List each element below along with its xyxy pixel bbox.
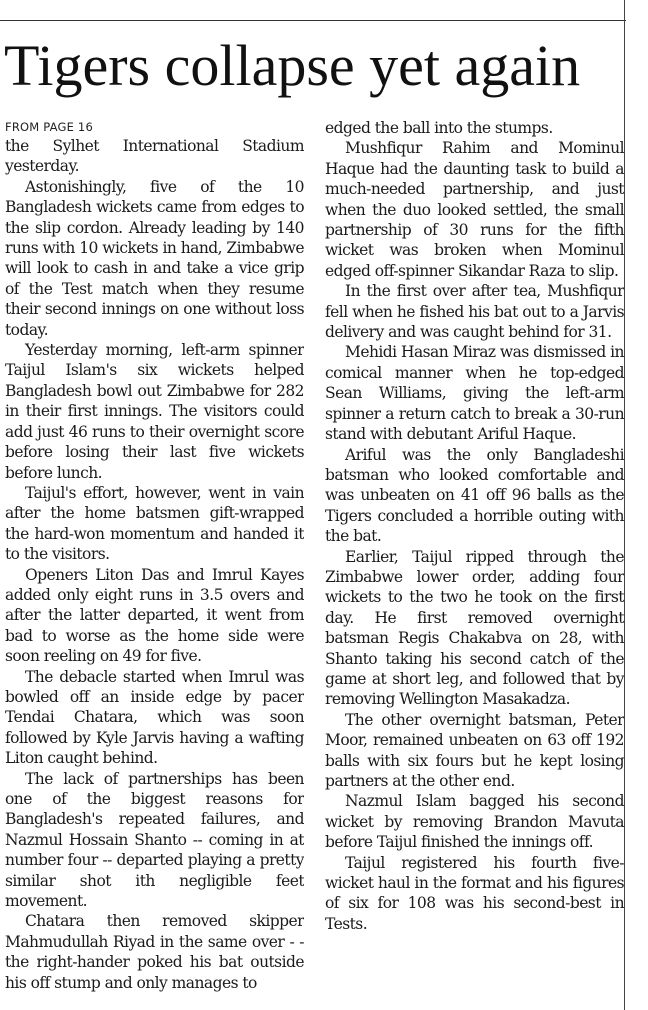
paragraph: Mushfiqur Rahim and Mominul Haque had the daunting task to build a much-needed partnership, and just when the duo looked settled, the small partnership of 30 runs for the fifth wicket was broken when Mominul edged off-spinner Sikandar Raza to slip. [325, 139, 624, 280]
article-column-left [5, 118, 304, 1010]
top-rule [0, 0, 626, 21]
paragraph: Mehidi Hasan Miraz was dismissed in comical manner when he top-edged Sean Williams, giving the left-arm spinner a return catch to break a 30-run stand with debutant Ariful Haque. [325, 343, 624, 444]
continued-from-label: FROM PAGE 16 [5, 120, 93, 134]
paragraph: the Sylhet International Stadium yesterday. [5, 137, 304, 176]
paragraph: Nazmul Islam bagged his second wicket by removing Brandon Mavuta before Taijul finished the innings off. [325, 792, 624, 852]
paragraph: Yesterday morning, left-arm spinner Taijul Islam's six wickets helped Bangladesh bowl out Zimbabwe for 282 in their first innings. The visitors could add just 46 runs to their overnight score before losing their last five wickets before lunch. [5, 341, 304, 482]
paragraph: Astonishingly, five of the 10 Bangladesh wickets came from edges to the slip cordon. Already leading by 140 runs with 10 wickets in hand, Zimbabwe will look to cash in and take a vice grip of the Test match when they resume their second innings on one without loss today. [5, 177, 304, 339]
paragraph: Earlier, Taijul ripped through the Zimbabwe lower order, adding four wickets to the two he took on the first day. He first removed overnight batsman Regis Chakabva on 28, with Shanto taking his second catch of the game at short leg, and followed that by removing Wellington Masakadza. [325, 547, 624, 709]
paragraph: Chatara then removed skipper Mahmudullah Riyad in the same over - - the right-hander poked his bat outside his off stump and only manages to [5, 912, 304, 992]
paragraph: Ariful was the only Bangladeshi batsman who looked comfortable and was unbeaten on 41 off 96 balls as the Tigers concluded a horrible outing with the bat. [325, 445, 624, 546]
paragraph: Openers Liton Das and Imrul Kayes added only eight runs in 3.5 overs and after the latter departed, it went from bad to worse as the home side were soon reeling on 49 for five. [5, 565, 304, 666]
paragraph: In the first over after tea, Mushfiqur fell when he fished his bat out to a Jarvis delivery and was caught behind for 31. [325, 282, 624, 342]
paragraph: The debacle started when Imrul was bowled off an inside edge by pacer Tendai Chatara, which was soon followed by Kyle Jarvis having a wafting Liton caught behind. [5, 667, 304, 768]
article-column-right [325, 118, 624, 1010]
paragraph: Taijul registered his fourth five-wicket haul in the format and his figures of six for 108 was his second-best in Tests. [325, 853, 624, 933]
column-rule-right [624, 0, 625, 1010]
paragraph: The other overnight batsman, Peter Moor, remained unbeaten on 63 off 192 balls with six fours but he kept losing partners at the other end. [325, 710, 624, 790]
paragraph: The lack of partnerships has been one of the biggest reasons for Bangladesh's repeated failures, and Nazmul Hossain Shanto -- coming in at number four -- departed playing a pretty similar shot ith negligible feet movement. [5, 769, 304, 911]
paragraph: edged the ball into the stumps. [325, 119, 553, 137]
paragraph: Taijul's effort, however, went in vain after the home batsmen gift-wrapped the hard-won momentum and handed it to the visitors. [5, 483, 304, 564]
headline: Tigers collapse yet again [4, 33, 581, 98]
